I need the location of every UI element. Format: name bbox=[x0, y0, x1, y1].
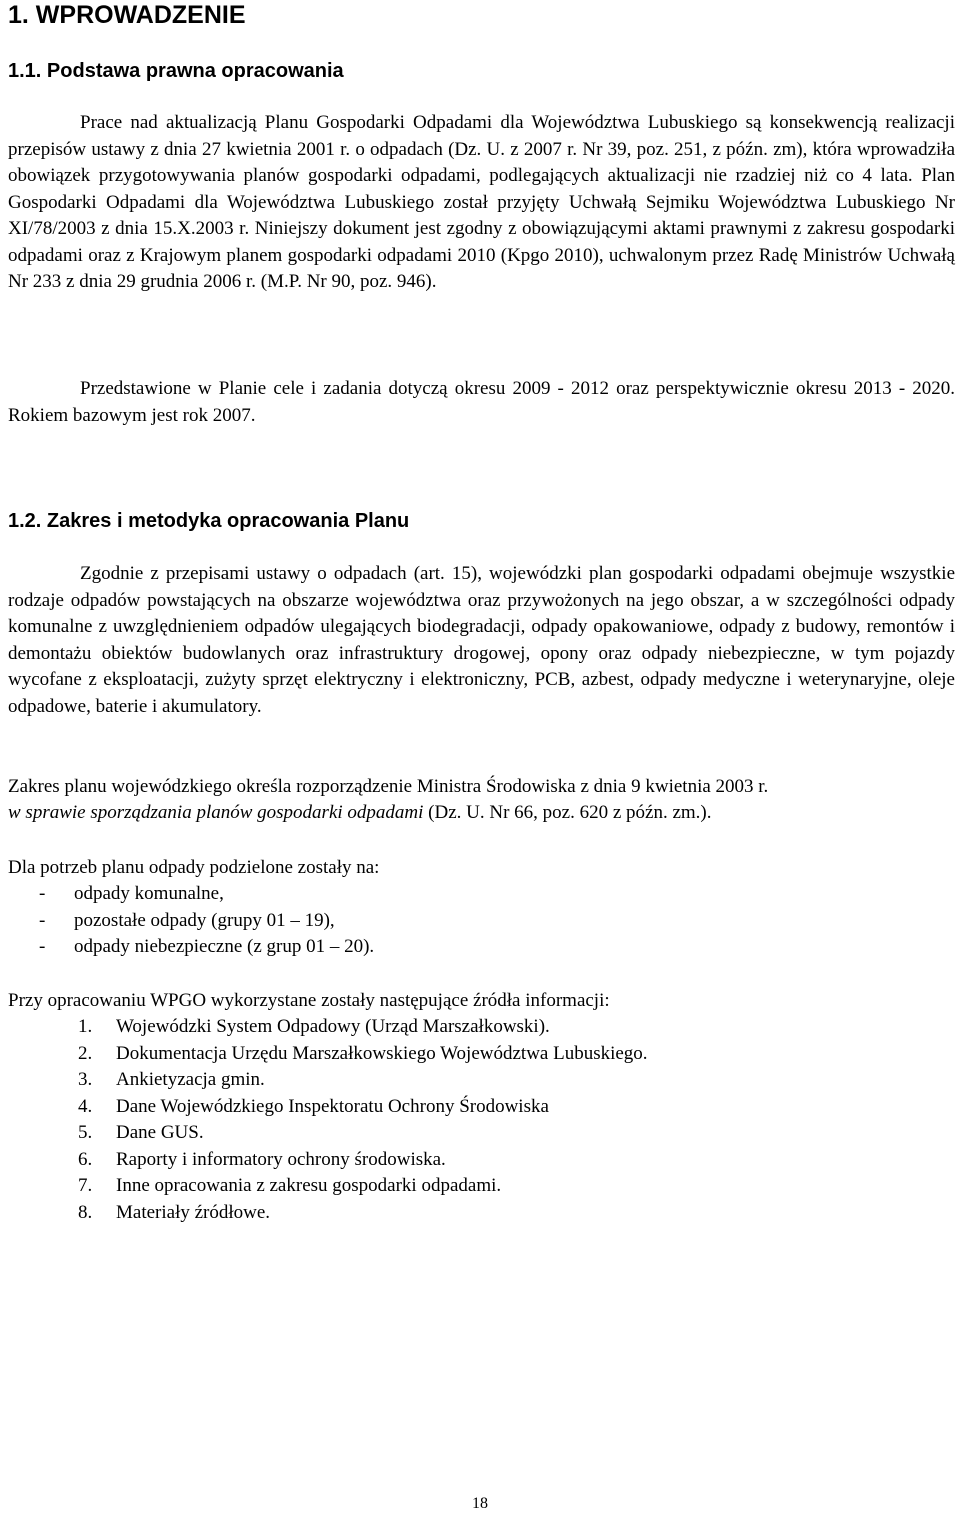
regulation-title: w sprawie sporządzania planów gospodarki odpadami bbox=[8, 802, 424, 823]
division-intro: Dla potrzeb planu odpady podzielone zostały na: bbox=[8, 857, 380, 878]
list-item-text: pozostałe odpady (grupy 01 – 19), bbox=[74, 909, 335, 931]
paragraph-regulation-line1: Zakres planu wojewódzkiego określa rozporządzenie Ministra Środowiska z dnia 9 kwietnia 2003 r. bbox=[8, 776, 769, 797]
paragraph-text: Prace nad aktualizacją Planu Gospodarki Odpadami dla Województwa Lubuskiego są konsekwencją realizacji przepisów ustawy z dnia 27 kwietnia 2001 r. o odpadach (Dz. U. z 2007 r. Nr 39, poz. 251, z późn. zm), która wprowadziła obowiązek przygotowywania planów gospodarki odpadami, podlegających aktualizacji nie rzadziej niż co 4 lata. Plan Gospodarki Odpadami dla Województwa Lubuskiego został przyjęty Uchwałą Sejmiku Województwa Lubuskiego Nr XI/78/2003 z dnia 15.X.2003 r. Niniejszy dokument jest zgodny z obowiązującymi aktami prawnymi z zakresu gospodarki odpadami oraz z Krajowym planem gospodarki odpadami 2010 (Kpgo 2010), uchwalonym przez Radę Ministrów Uchwałą Nr 233 z dnia 29 grudnia 2006 r. (M.P. Nr 90, poz. 946). bbox=[8, 112, 955, 292]
division-list bbox=[8, 881, 374, 961]
list-item-number: 5. bbox=[78, 1122, 93, 1143]
section-heading-1-2: 1.2. Zakres i metodyka opracowania Planu bbox=[8, 510, 410, 532]
paragraph-text: Zgodnie z przepisami ustawy o odpadach (art. 15), wojewódzki plan gospodarki odpadami obejmuje wszystkie rodzaje odpadów powstających na obszarze województwa oraz przywożonych na jego obszar, a w szczególności odpady komunalne z uwzględnieniem odpadów ulegających biodegradacji, odpady opakowaniowe, odpady z budowy, remontów i demontażu obiektów budowlanych oraz infrastruktury drogowej, opony oraz odpady niebezpieczne, w tym pojazdy wycofane z eksploatacji, zużyty sprzęt elektryczny i elektroniczny, PCB, azbest, odpady medyczne i weterynaryjne, oleje odpadowe, baterie i akumulatory. bbox=[8, 563, 955, 717]
list-item bbox=[78, 1173, 648, 1200]
list-item-number: 7. bbox=[78, 1175, 93, 1196]
list-item-text: odpady niebezpieczne (z grup 01 – 20). bbox=[74, 936, 375, 957]
paragraph-scope bbox=[8, 561, 955, 720]
list-item-text: Ankietyzacja gmin. bbox=[116, 1069, 265, 1090]
sources-list bbox=[78, 1014, 648, 1226]
list-item bbox=[8, 908, 374, 935]
bullet-dash: - bbox=[39, 909, 46, 931]
list-item-text: Dane GUS. bbox=[116, 1122, 204, 1143]
list-item bbox=[8, 881, 374, 908]
paragraph-legal-basis bbox=[8, 110, 955, 296]
chapter-heading: 1. WPROWADZENIE bbox=[8, 1, 246, 29]
paragraph-period bbox=[8, 376, 955, 429]
list-item bbox=[78, 1094, 648, 1121]
list-item-number: 3. bbox=[78, 1069, 93, 1090]
section-heading-1-1: 1.1. Podstawa prawna opracowania bbox=[8, 60, 344, 82]
bullet-dash: - bbox=[39, 936, 46, 957]
list-item bbox=[78, 1041, 648, 1068]
sources-intro: Przy opracowaniu WPGO wykorzystane zostały następujące źródła informacji: bbox=[8, 990, 610, 1011]
list-item-number: 1. bbox=[78, 1016, 93, 1037]
list-item bbox=[78, 1147, 648, 1174]
page-number: 18 bbox=[472, 1495, 488, 1512]
paragraph-text: Przedstawione w Planie cele i zadania dotyczą okresu 2009 - 2012 oraz perspektywicznie okresu 2013 - 2020. Rokiem bazowym jest rok 2007. bbox=[8, 378, 955, 426]
list-item-number: 8. bbox=[78, 1201, 93, 1223]
list-item-text: Inne opracowania z zakresu gospodarki odpadami. bbox=[116, 1175, 502, 1196]
list-item-text: Dokumentacja Urzędu Marszałkowskiego Województwa Lubuskiego. bbox=[116, 1042, 648, 1064]
list-item bbox=[78, 1014, 648, 1041]
list-item-text: Wojewódzki System Odpadowy (Urząd Marszałkowski). bbox=[116, 1016, 550, 1037]
paragraph-regulation-line2 bbox=[8, 800, 712, 826]
list-item-text: Raporty i informatory ochrony środowiska. bbox=[116, 1148, 446, 1170]
list-item bbox=[8, 934, 374, 961]
list-item-number: 6. bbox=[78, 1148, 93, 1170]
regulation-reference: (Dz. U. Nr 66, poz. 620 z późn. zm.). bbox=[423, 802, 712, 823]
list-item-text: Dane Wojewódzkiego Inspektoratu Ochrony Środowiska bbox=[116, 1095, 549, 1117]
list-item-number: 2. bbox=[78, 1042, 93, 1064]
list-item-number: 4. bbox=[78, 1095, 93, 1117]
bullet-dash: - bbox=[39, 883, 46, 904]
list-item bbox=[78, 1067, 648, 1094]
list-item bbox=[78, 1120, 648, 1147]
list-item-text: odpady komunalne, bbox=[74, 883, 224, 904]
list-item-text: Materiały źródłowe. bbox=[116, 1201, 271, 1223]
list-item bbox=[78, 1200, 648, 1227]
